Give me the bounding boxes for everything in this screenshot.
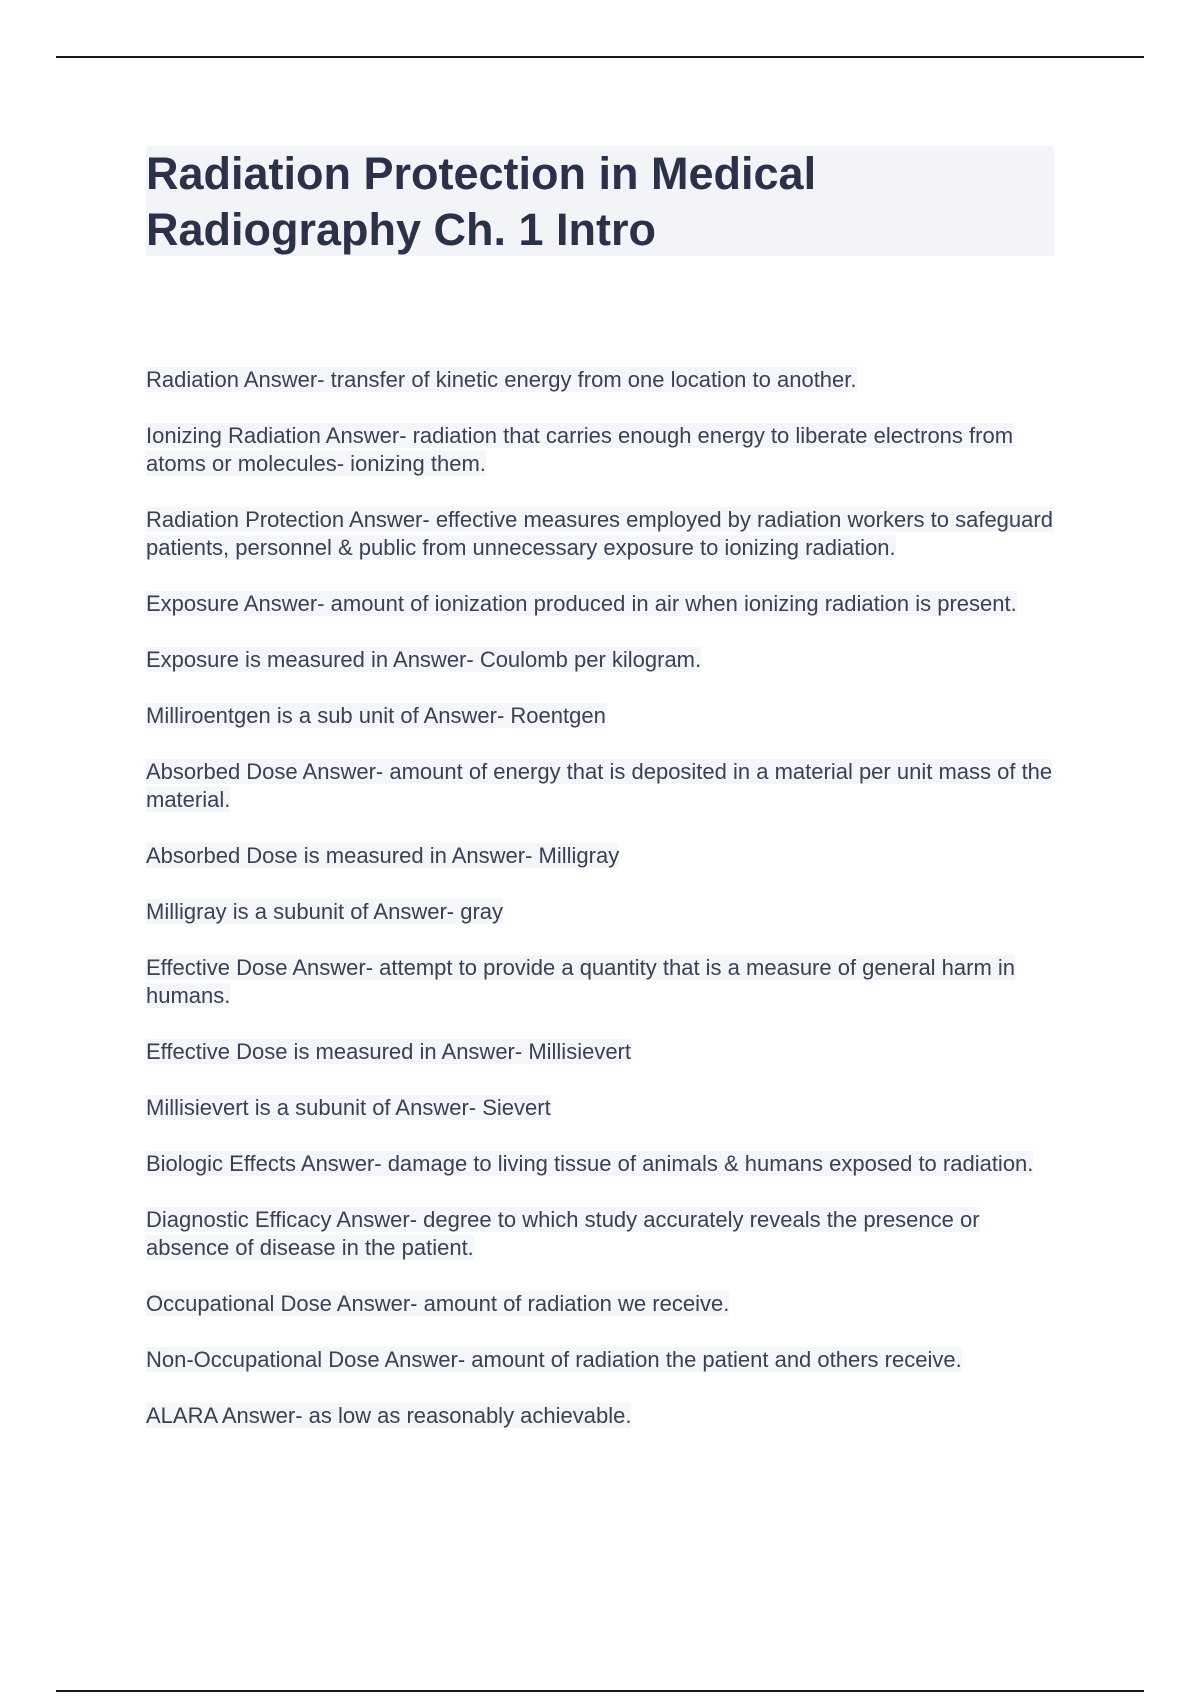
- qa-item: [146, 1290, 1056, 1318]
- qa-item: [146, 506, 1056, 562]
- qa-item-text: Diagnostic Efficacy Answer- degree to which study accurately reveals the presence or absence of disease in the patient.: [146, 1207, 980, 1260]
- qa-item-text: Effective Dose is measured in Answer- Millisievert: [146, 1039, 631, 1064]
- bottom-divider: [56, 1690, 1144, 1692]
- qa-item: [146, 1206, 1056, 1262]
- qa-item: [146, 1150, 1056, 1178]
- qa-item: [146, 842, 1056, 870]
- qa-item: [146, 1346, 1056, 1374]
- qa-item: [146, 590, 1056, 618]
- qa-item-text: Milligray is a subunit of Answer- gray: [146, 899, 504, 924]
- qa-item-text: Exposure is measured in Answer- Coulomb per kilogram.: [146, 647, 702, 672]
- qa-item: [146, 1038, 1056, 1066]
- qa-item: [146, 898, 1056, 926]
- qa-item-text: Biologic Effects Answer- damage to living tissue of animals & humans exposed to radiation.: [146, 1151, 1034, 1176]
- qa-item-text: Millisievert is a subunit of Answer- Sievert: [146, 1095, 551, 1120]
- qa-item-text: Radiation Protection Answer- effective measures employed by radiation workers to safeguard patients, personnel & public from unnecessary exposure to ionizing radiation.: [146, 507, 1053, 560]
- qa-item: [146, 646, 1056, 674]
- qa-item-text: Radiation Answer- transfer of kinetic energy from one location to another.: [146, 367, 857, 392]
- qa-item: [146, 758, 1056, 814]
- qa-item-text: Effective Dose Answer- attempt to provide a quantity that is a measure of general harm in humans.: [146, 955, 1016, 1008]
- qa-item: [146, 366, 1056, 394]
- qa-item-text: Absorbed Dose is measured in Answer- Milligray: [146, 843, 620, 868]
- qa-item-text: Milliroentgen is a sub unit of Answer- Roentgen: [146, 703, 606, 728]
- qa-item-text: Absorbed Dose Answer- amount of energy that is deposited in a material per unit mass of the material.: [146, 759, 1053, 812]
- document-title: Radiation Protection in Medical Radiography Ch. 1 Intro: [146, 148, 817, 255]
- qa-item-text: Exposure Answer- amount of ionization produced in air when ionizing radiation is present.: [146, 591, 1017, 616]
- qa-item-text: ALARA Answer- as low as reasonably achievable.: [146, 1403, 632, 1428]
- qa-item: [146, 1402, 1056, 1430]
- qa-list: [146, 366, 1056, 1458]
- qa-item: [146, 954, 1056, 1010]
- qa-item-text: Occupational Dose Answer- amount of radiation we receive.: [146, 1291, 730, 1316]
- qa-item: [146, 1094, 1056, 1122]
- top-divider: [56, 56, 1144, 58]
- qa-item: [146, 422, 1056, 478]
- qa-item: [146, 702, 1056, 730]
- qa-item-text: Non-Occupational Dose Answer- amount of radiation the patient and others receive.: [146, 1347, 962, 1372]
- qa-item-text: Ionizing Radiation Answer- radiation that carries enough energy to liberate electrons from atoms or molecules- ionizing them.: [146, 423, 1014, 476]
